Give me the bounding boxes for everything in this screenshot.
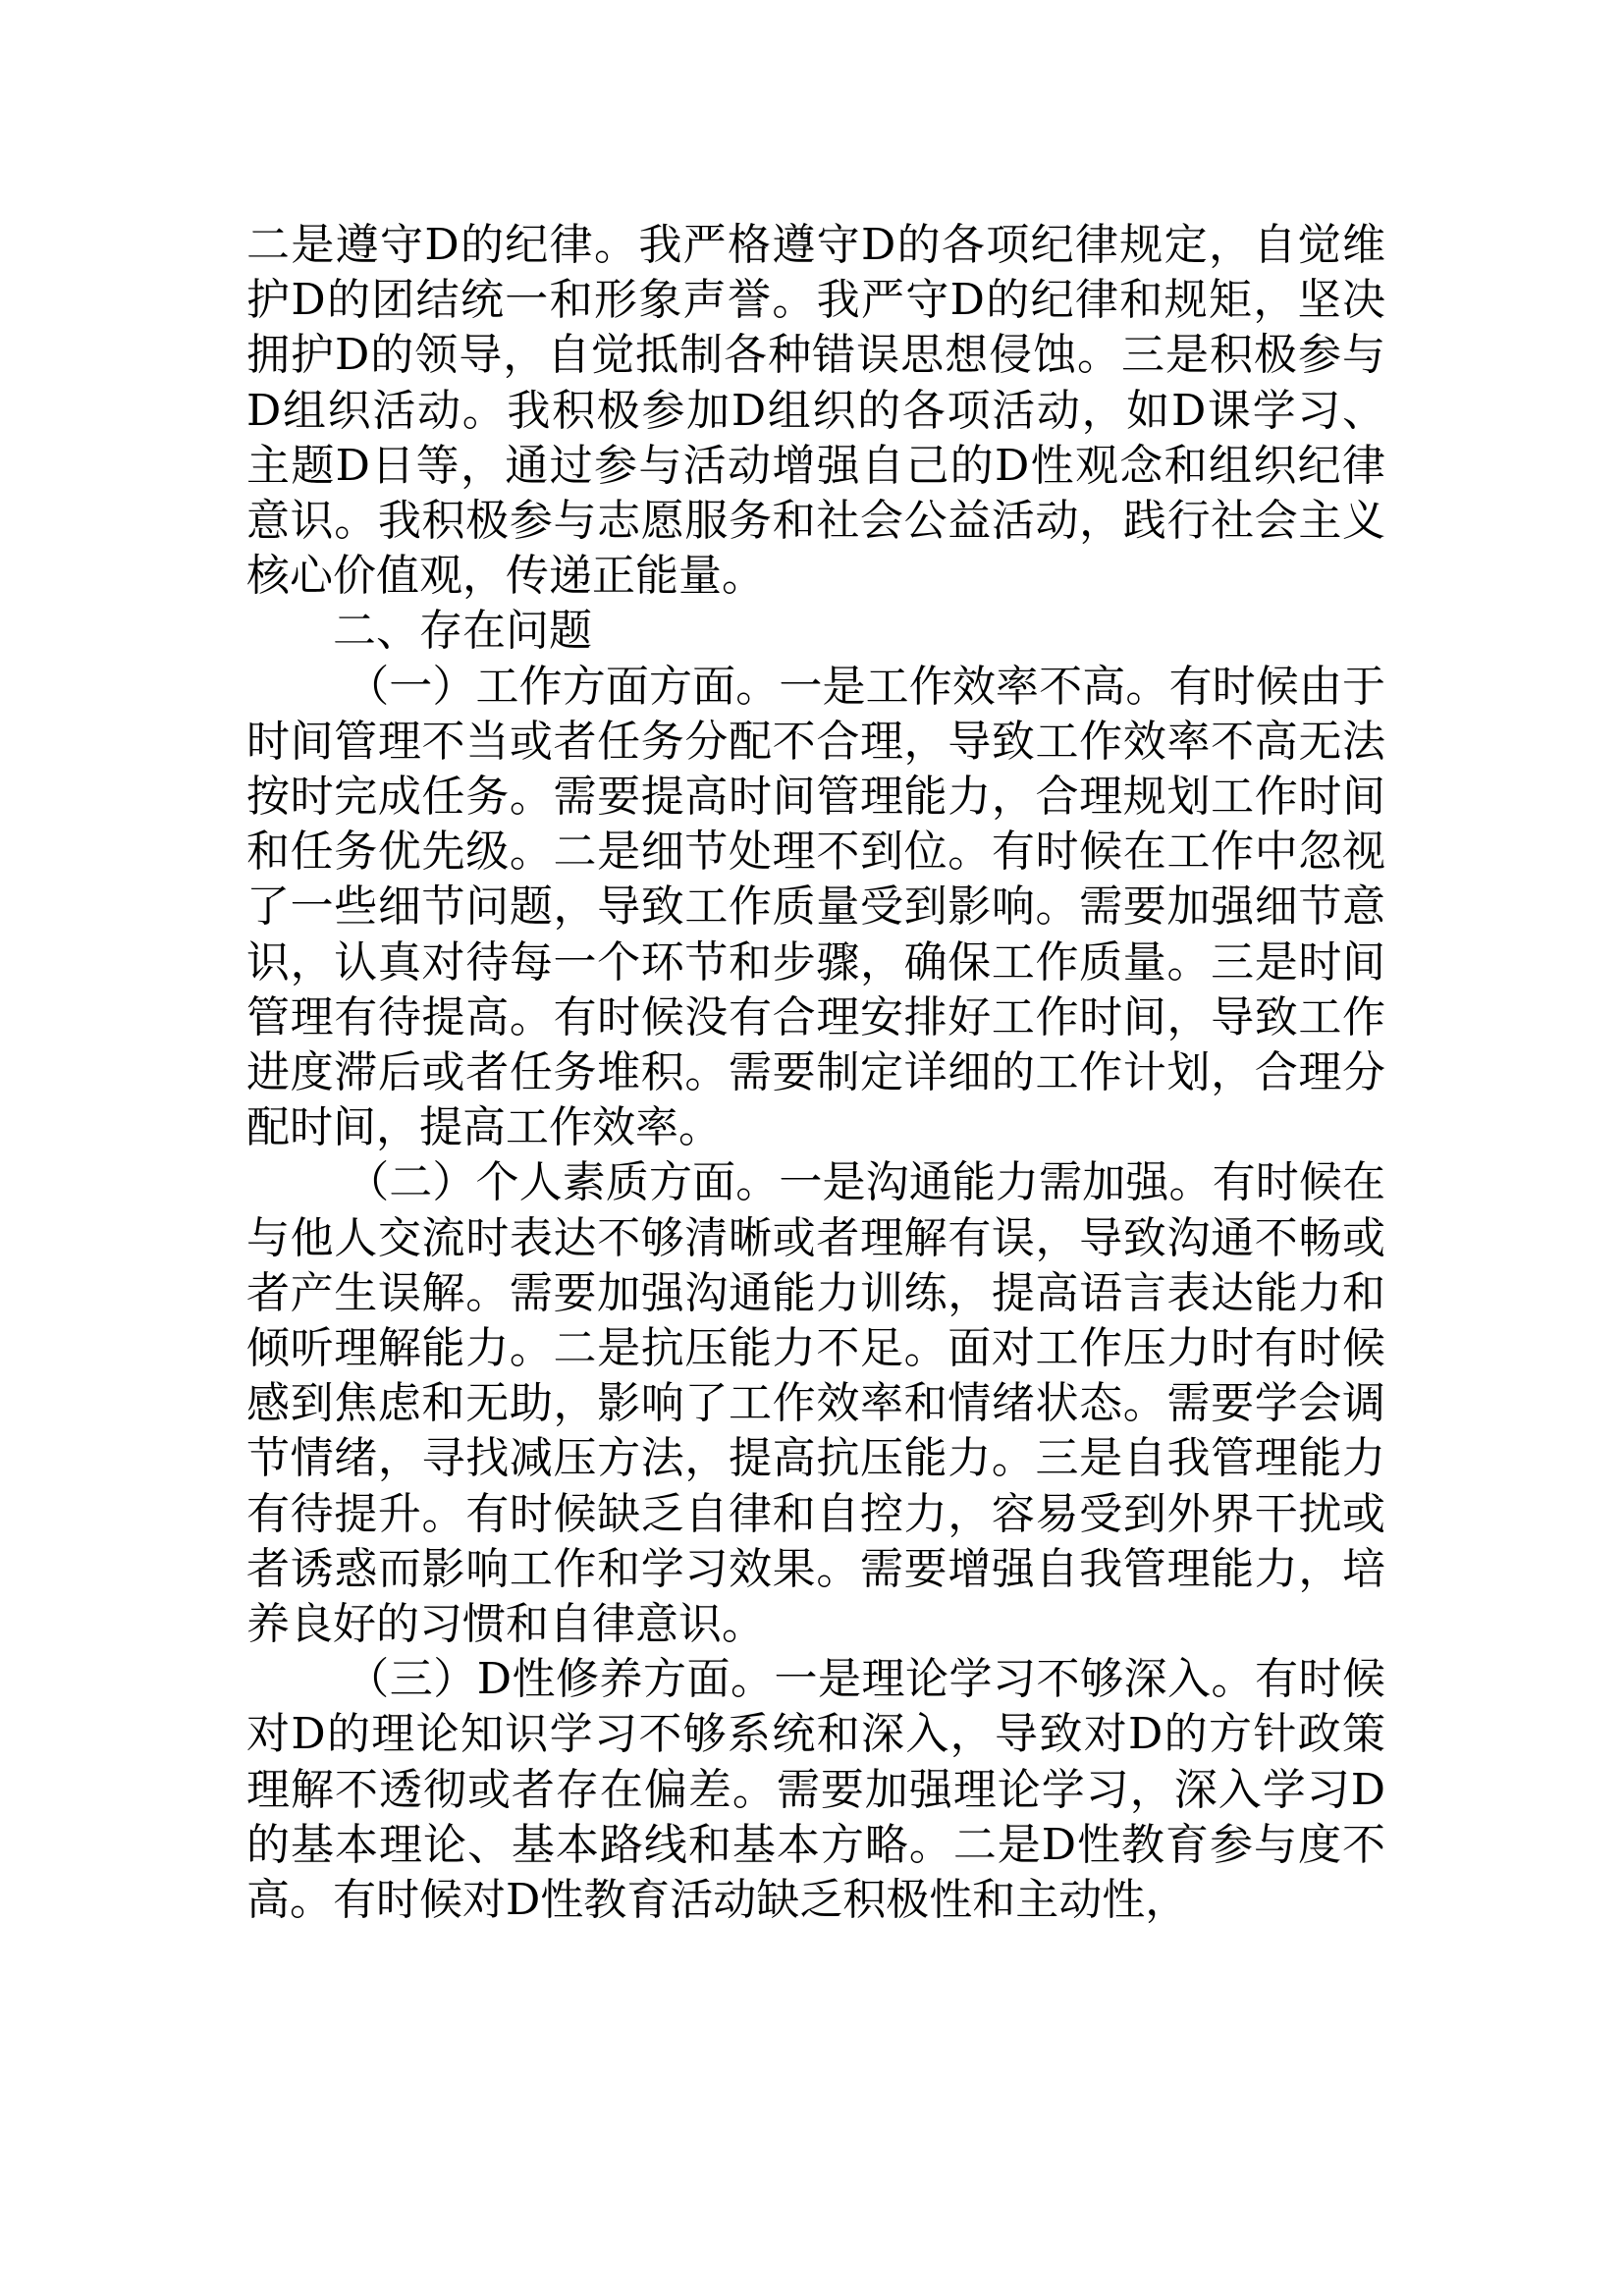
paragraph-work-aspect: （一）工作方面方面。一是工作效率不高。有时候由于时间管理不当或者任务分配不合理，导致工作效率不高无法按时完成任务。需要提高时间管理能力，合理规划工作时间和任务优先级。二是细节处理不到位。有时候在工作中忽视了一些细节问题，导致工作质量受到影响。需要加强细节意识，认真对待每一个环节和步骤，确保工作质量。三是时间管理有待提高。有时候没有合理安排好工作时间，导致工作进度滞后或者任务堆积。需要制定详细的工作计划，合理分配时间，提高工作效率。 <box>246 661 1385 1153</box>
document-body <box>246 218 1385 1928</box>
paragraph-personal-quality: （二）个人素质方面。一是沟通能力需加强。有时候在与他人交流时表达不够清晰或者理解有误，导致沟通不畅或者产生误解。需要加强沟通能力训练，提高语言表达能力和倾听理解能力。二是抗压能力不足。面对工作压力时有时候感到焦虑和无助，影响了工作效率和情绪状态。需要学会调节情绪，寻找减压方法，提高抗压能力。三是自我管理能力有待提升。有时候缺乏自律和自控力，容易受到外界干扰或者诱惑而影响工作和学习效果。需要增强自我管理能力，培养良好的习惯和自律意识。 <box>246 1157 1385 1650</box>
section-heading-existing-problems: 二、存在问题 <box>333 606 592 657</box>
paragraph-party-cultivation: （三）D性修养方面。一是理论学习不够深入。有时候对D的理论知识学习不够系统和深入，导致对D的方针政策理解不透彻或者存在偏差。需要加强理论学习，深入学习D的基本理论、基本路线和基本方略。二是D性教育参与度不高。有时候对D性教育活动缺乏积极性和主动性， <box>246 1654 1385 1926</box>
paragraph-party-discipline: 二是遵守D的纪律。我严格遵守D的各项纪律规定，自觉维护D的团结统一和形象声誉。我严守D的纪律和规矩，坚决拥护D的领导，自觉抵制各种错误思想侵蚀。三是积极参与D组织活动。我积极参加D组织的各项活动，如D课学习、主题D日等，通过参与活动增强自己的D性观念和组织纪律意识。我积极参与志愿服务和社会公益活动，践行社会主义核心价值观，传递正能量。 <box>246 220 1385 602</box>
